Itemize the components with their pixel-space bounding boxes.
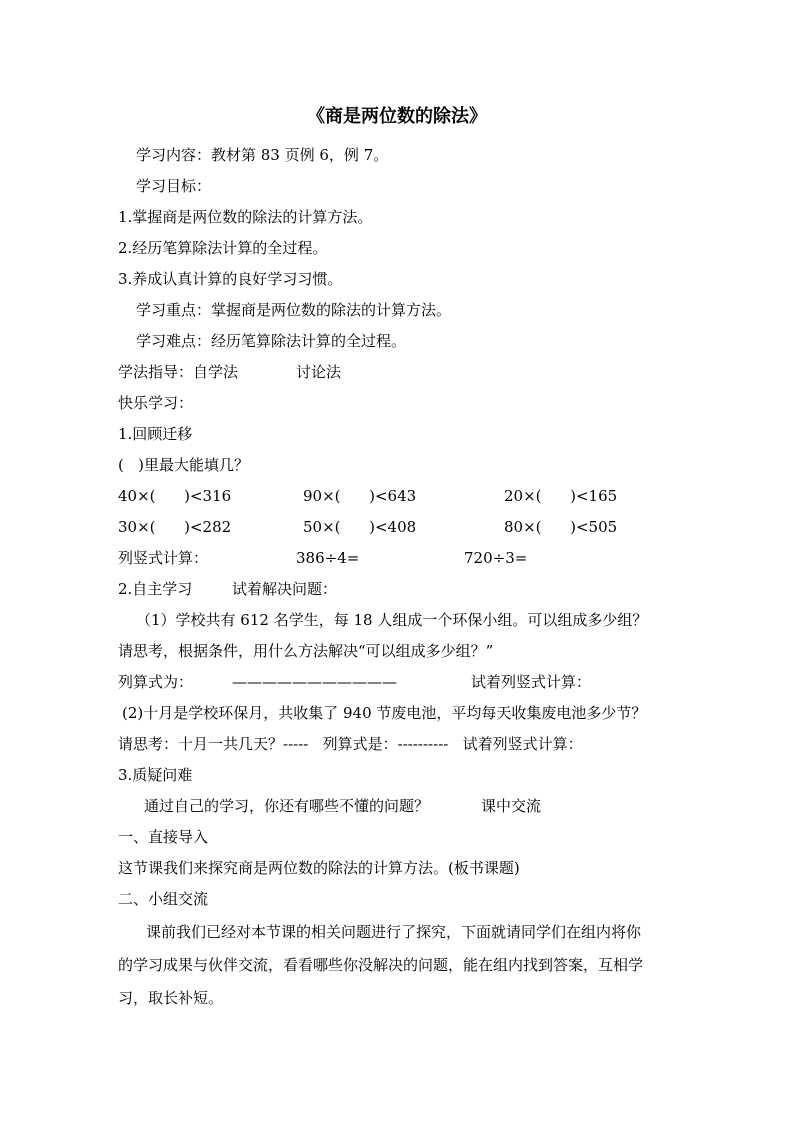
question-2-think: 请思考：十月一共几天？----- 列算式是：---------- 试着列竖式计算： — [118, 735, 583, 753]
question-2: (2)十月是学校环保月，共收集了 940 节废电池，平均每天收集废电池多少节？ — [122, 704, 647, 722]
doubt-exchange: 课中交流 — [481, 797, 542, 815]
doubt-heading: 3.质疑问难 — [118, 766, 193, 784]
section-1-text: 这节课我们来探究商是两位数的除法的计算方法。(板书课题) — [118, 859, 520, 877]
paragraph-line-3: 习，取长补短。 — [118, 989, 224, 1007]
section-2-heading: 二、小组交流 — [118, 890, 209, 908]
paragraph-line-1: 课前我们已经对本节课的相关问题进行了探究，下面就请同学们在组内将你 — [146, 923, 642, 941]
goal-2: 2.经历笔算除法计算的全过程。 — [118, 239, 328, 257]
difficulty: 学习难点：经历笔算除法计算的全过程。 — [136, 332, 407, 350]
exercise-r2c3: 80×( )<505 — [504, 518, 618, 536]
formula-blank: ——————————— — [232, 673, 397, 691]
goal-1: 1.掌握商是两位数的除法的计算方法。 — [118, 208, 373, 226]
formula-label: 列算式为： — [118, 673, 194, 691]
exercise-r1c3: 20×( )<165 — [504, 487, 618, 505]
question-1: （1）学校共有 612 名学生，每 18 人组成一个环保小组。可以组成多少组？ — [136, 611, 648, 629]
exercise-r1c2: 90×( )<643 — [303, 487, 417, 505]
document-title: 《商是两位数的除法》 — [307, 106, 487, 127]
vertical-exercise-1: 386÷4= — [296, 549, 360, 567]
exercise-r2c1: 30×( )<282 — [118, 518, 232, 536]
section-1-heading: 一、直接导入 — [118, 828, 209, 846]
key-point: 学习重点：掌握商是两位数的除法的计算方法。 — [136, 301, 452, 319]
vertical-label: 列竖式计算： — [118, 549, 209, 567]
vertical-try: 试着列竖式计算： — [471, 673, 592, 691]
exercise-r1c1: 40×( )<316 — [118, 487, 232, 505]
happy-learning: 快乐学习： — [118, 394, 194, 412]
vertical-exercise-2: 720÷3= — [464, 549, 528, 567]
question-1-think: 请思考，根据条件，用什么方法解决“可以组成多少组？” — [118, 642, 494, 660]
review-heading: 1.回顾迁移 — [118, 425, 193, 443]
paragraph-line-2: 的学习成果与伙伴交流，看看哪些你没解决的问题，能在组内找到答案，互相学 — [118, 956, 644, 974]
doubt-text: 通过自己的学习，你还有哪些不懂的问题？ — [144, 797, 430, 815]
goals-heading: 学习目标： — [136, 177, 212, 195]
method-discussion: 讨论法 — [296, 363, 342, 381]
goal-3: 3.养成认真计算的良好学习习惯。 — [118, 270, 343, 288]
self-study-heading: 2.自主学习 — [118, 580, 193, 598]
learning-content: 学习内容：教材第 83 页例 6，例 7。 — [136, 146, 389, 164]
method-label: 学法指导：自学法 — [118, 363, 239, 381]
fill-question: ( )里最大能填几？ — [118, 456, 250, 474]
exercise-r2c2: 50×( )<408 — [303, 518, 417, 536]
self-study-task: 试着解决问题： — [232, 580, 338, 598]
